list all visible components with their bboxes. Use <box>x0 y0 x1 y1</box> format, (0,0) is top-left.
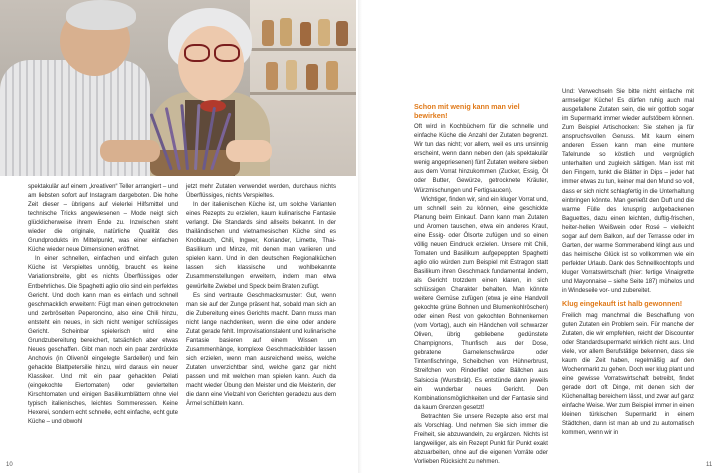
paragraph: Oft wird in Kochbüchern für die schnelle und einfache Küche die Anzahl der Zutaten begrenzt. Wir tun das nicht; vor allem, weil es uns unsinnig erscheint, wenn dann neben den (als spektakulär wenig angepriesenen) fünf Zutaten weitere sieben aus dem Vorrat hinzukommen (Zucker, Essig, Öl oder Butter, Gewürze, getrocknete Kräuter, Würzmischungen und Fertigsaucen). <box>414 124 548 194</box>
page-number-left: 10 <box>6 462 13 468</box>
right-column-1 <box>414 102 548 465</box>
paragraph: spektakulär auf einem „kreativen“ Teller arrangiert – und am liebsten sofort auf Instagram dargeboten. Die hohe Zeit dieser – übrigens auf vielerlei Hilfsmittel und technische Tricks angewiesenen – Mode neigt sich glücklicherweise ihrem Ende zu. Inzwischen steht wieder die originale, natürliche Qualität des Grundprodukts im Mittelpunkt, was einer einfachen Küche wieder neue Dimensionen eröffnet. <box>28 184 178 254</box>
section-heading: Schon mit wenig kann man viel bewirken! <box>414 102 520 120</box>
glasses-icon <box>214 44 240 62</box>
paragraph: Es sind vertraute Geschmacksmuster: Gut, wenn man sie auf der Zunge präsent hat, sobald man sich an die Zubereitung eines Gerichts macht. Dann muss man nicht lange nachdenken, wenn die eine oder andere Zutat gerade fehlt. Improvisationstalent und kulinarische Fantasie basieren auf einem Wissen um Zusammenhänge, komplexe Geschmacksbilder lassen sich erzielen, wenn man ausreichend weiss, welche Zutaten unverzichtbar sind, welche ganz gar nicht passen und mit welchen man spielen kann. Auch da macht wieder Übung den Meister und die Meisterin, der die dann eine Vielzahl von Gerichten geradezu aus dem Ärmel schütteln kann. <box>186 292 336 408</box>
jar-decoration <box>318 19 330 46</box>
paragraph: In einer schnellen, einfachen und einfach guten Küche ist Verspieltes unnötig, braucht es keine Variationsbreite, gibt es nichts Überflüssiges oder Entbehrliches. Die Spaghetti aglio olio sind ein perfektes Gericht. Und doch kann man es einfach und schnell geschmacklich erweitern: Fügt man einen getrockneten und zerbröselten Peperoncino, also eine Chili hinzu, entsteht ein neues, in sich nicht weniger schlüssiges Gericht. Scheinbar spielerisch wird eine Grundzubereitung bereichert, tatsächlich aber etwas Neues geschaffen. Gibt man noch ein paar zerdrückte Anchovis (in Olivenöl eingelegte Sardellen) und fein gehackte Blattpetersilie hinzu, wird daraus ein neuer Klassiker. Und mit ein paar gehackten Pelati (eingekochte Eiertomaten) oder geviertelten Kirschtomaten und einigen Basilikumblättern ohne viel typisch italienisches, leichtes Sommeressen. Keine Hexerei, sondern echt schnelle, echt einfache, echt gute Küche – und obwohl <box>28 256 178 426</box>
shelf-board <box>250 92 356 95</box>
man-hair <box>66 0 136 30</box>
page-gutter <box>358 0 362 473</box>
paragraph: Und: Verwechseln Sie bitte nicht einfache mit armseliger Küche! Es dürfen ruhig auch mal ausgefallene Zutaten sein, die wir gottlob sogar im Supermarkt immer wieder aufstöbern können. Zum Beispiel Artischocken: Sie stehen ja für anspruchsvollen Genuss. Mit kaum einem anderen Essen kann man eine muntere Tafelrunde so köstlich und vergnüglich unterhalten und zugleich sättigen. Man isst mit den Fingern, tunkt die Blätter in Dips – jeder hat immer etwas zu tun, keiner mal den Mund so voll, dass er sich nicht schlagfertig in die Unterhaltung einbringen könnte. Man genießt den Duft und die warme Fülle des knusprig aufgebackenen Baguettes, dazu einen leichten, duftig-frischen, heiter-hellen Weißwein oder Rosé – vielleicht sogar auf dem Balkon, auf der Terrasse oder im Garten, der warme Sommerabend klingt aus und das heimische Glück ist so vollkommen wie ein perfekter Urlaub. Dank des Schnellkochtopfs und kluger Vorratswirtschaft (hier: fertige Vinaigrette und Mayonnaise – siehe Seite 187) mühelos und in Windeseile vor- und zubereitet. <box>562 89 694 295</box>
hand <box>226 140 272 162</box>
jar-decoration <box>306 64 318 90</box>
woman-face <box>178 26 244 102</box>
paragraph: In der italienischen Küche ist, um solche Varianten eines Rezepts zu erzielen, kaum kulinarische Fantasie verlangt. Die Standards sind allseits bekannt. In der thailändischen und vietnamesischen Küche sind es Knoblauch, Chili, Ingwer, Koriander, Limette, Thai-Basilikum und Minze, mit denen man variieren und spielen kann. Und in den deutschen Regionalküchen lassen sich klassische und wohlbekannte Zusammenstellungen erweitern, indem man etwa gewürfelte Zwiebel und Speck beim Braten zufügt. <box>186 202 336 290</box>
left-column-2 <box>186 183 336 453</box>
jar-decoration <box>266 62 278 90</box>
jar-decoration <box>326 61 338 90</box>
jar-decoration <box>300 22 311 46</box>
jar-decoration <box>336 21 348 46</box>
right-column-2 <box>562 88 694 453</box>
photo-couple-with-asparagus <box>0 0 356 176</box>
jar-decoration <box>262 20 274 46</box>
paragraph: jetzt mehr Zutaten verwendet werden, durchaus nichts Überflüssiges, nichts Verspieltes. <box>186 184 336 200</box>
paragraph: Freilich mag manchmal die Beschaffung von guten Zutaten ein Problem sein. Für manche der Zutaten, die wir empfehlen, reicht der Discounter oder Standardsupermarkt wirklich nicht aus. Und viele, vor allem Berufstätige bekennen, dass sie kaum die Zeit haben, regelmäßig auf den Wochenmarkt zu gehen. Doch wer klug plant und eine gewisse Vorratswirtschaft betreibt, findet gerade dort oft Dinge, mit denen sich der Küchenalltag bereichern lässt, und zwar auf ganz einfache Weise. Wer zum Beispiel immer in einen kleinen türkischen Supermarkt in einem Städtchen, dann ist man ab und zu automatisch kommen, wenn wir in <box>562 312 694 437</box>
shelf-board <box>250 48 356 51</box>
paragraph: Wichtiger, finden wir, sind ein kluger Vorrat und, um schnell sein zu können, eine geschickte Planung beim Einkauf. Dann kann man Zutaten und Aromen tauschen, etwa ein anderes Kraut, eine Essig- oder Ölsorte zufügen und so einen völlig neuen Eindruck erzielen. Unsere mit Chili, Tomaten und Basilikum aufgepeppten Spaghetti aglio olio würden zum Beispiel mit Estragon statt Basilikum ihren Geschmack fundamental ändern, als Gericht trotzdem einen klaren, in sich schlüssigen Charakter behalten. Man könnte weitere Gemüse zufügen (etwa je eine Handvoll gekochte grüne Bohnen und Blumenkohlröschen) oder einen Rest von gekochten Bohnenkernen (vom Vortag), auch ein Händchen voll schwarzer Oliven, übrig gebliebene gedünstete Champignons, Thunfisch aus der Dose, gebratene Garnelenschwänze oder Tintenfischringe, Scheibchen von Hühnerbrust, Streifchen von Rinderfilet oder Bällchen aus Salsiccia (Wurstbrät). Es entstünde dann jeweils ein wunderbar neues Gericht. Den Kombinationsmöglichkeiten und der Fantasie sind da kaum Grenzen gesetzt! <box>414 196 548 411</box>
section-heading: Klug eingekauft ist halb gewonnen! <box>562 299 683 309</box>
left-column-1 <box>28 183 178 453</box>
hand <box>100 140 160 162</box>
jar-decoration <box>286 60 297 90</box>
glasses-icon <box>184 44 210 62</box>
paragraph: Betrachten Sie unsere Rezepte also erst mal als Vorschlag. Und nehmen Sie sich immer die Freiheit, sie abzuwandeln, zu ergänzen. Nichts ist langweiliger, als ein Rezept Punkt für Punkt exakt abzuarbeiten, ohne auf die eigenen Vorräte oder Vorlieben Rücksicht zu nehmen. <box>414 413 548 465</box>
page-number-right: 11 <box>706 462 713 468</box>
jar-decoration <box>280 18 292 46</box>
